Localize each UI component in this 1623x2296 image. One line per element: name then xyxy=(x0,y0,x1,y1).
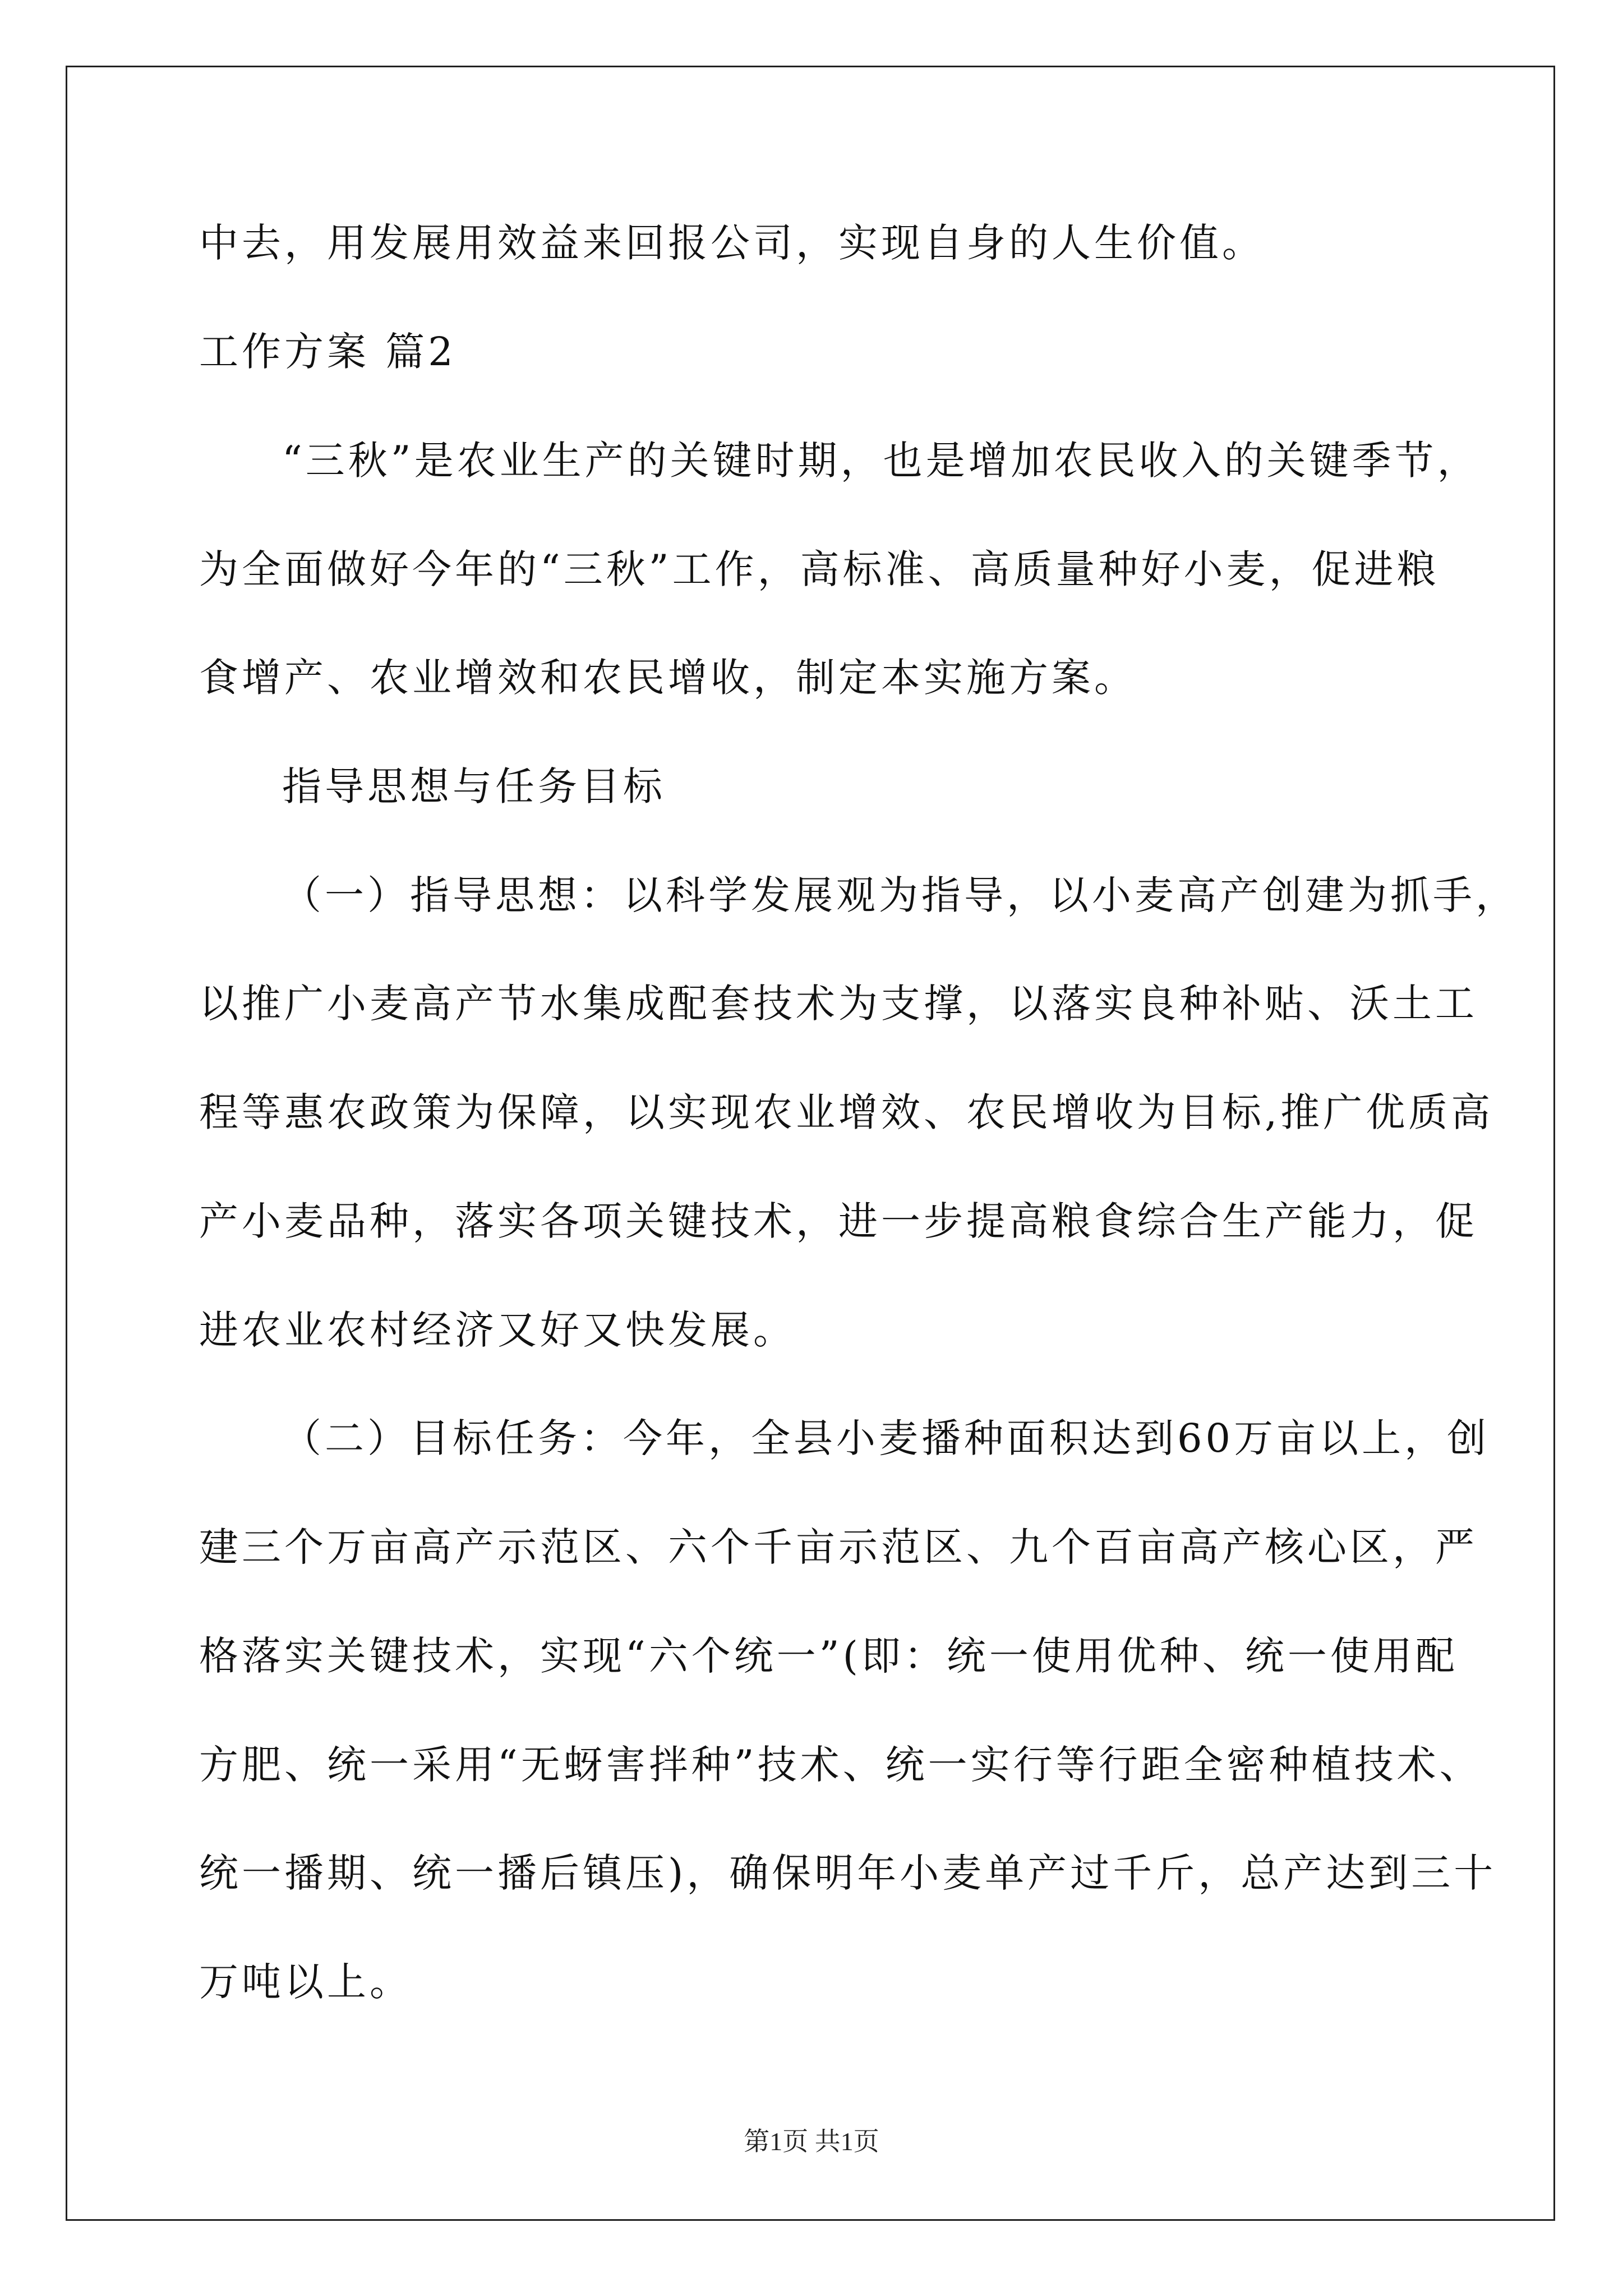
text-line: 程等惠农政策为保障，以实现农业增效、农民增收为目标,推广优质高 xyxy=(199,1089,1494,1135)
text-line: （一）指导思想：以科学发展观为指导，以小麦高产创建为抓手， xyxy=(282,872,1518,918)
text-line: 以推广小麦高产节水集成配套技术为支撑，以落实良种补贴、沃土工 xyxy=(199,981,1478,1027)
text-line: （二）目标任务：今年，全县小麦播种面积达到60万亩以上，创 xyxy=(282,1415,1490,1461)
text-line: 食增产、农业增效和农民增收，制定本实施方案。 xyxy=(199,655,1137,701)
text-line: 建三个万亩高产示范区、六个千亩示范区、九个百亩高产核心区，严 xyxy=(199,1524,1478,1570)
subheading: 指导思想与任务目标 xyxy=(282,763,666,809)
text-line: 统一播期、统一播后镇压)，确保明年小麦单产过千斤，总产达到三十 xyxy=(199,1850,1497,1896)
page-number: 第1页 共1页 xyxy=(744,2127,879,2156)
text-line: 中去，用发展用效益来回报公司，实现自身的人生价值。 xyxy=(199,220,1265,266)
section-title: 工作方案 篇2 xyxy=(199,329,457,375)
text-line: 格落实关键技术，实现“六个统一”(即：统一使用优种、统一使用配 xyxy=(199,1633,1458,1679)
text-line: 为全面做好今年的“三秋”工作，高标准、高质量种好小麦，促进粮 xyxy=(199,546,1440,592)
text-line: 方肥、统一采用“无蚜害拌种”技术、统一实行等行距全密种植技术、 xyxy=(199,1742,1482,1788)
text-line: 万吨以上。 xyxy=(199,1959,412,2005)
text-line: “三秋”是农业生产的关键时期，也是增加农民收入的关键季节， xyxy=(282,438,1480,484)
text-line: 产小麦品种，落实各项关键技术，进一步提高粮食综合生产能力，促 xyxy=(199,1198,1478,1244)
text-line: 进农业农村经济又好又快发展。 xyxy=(199,1307,796,1353)
